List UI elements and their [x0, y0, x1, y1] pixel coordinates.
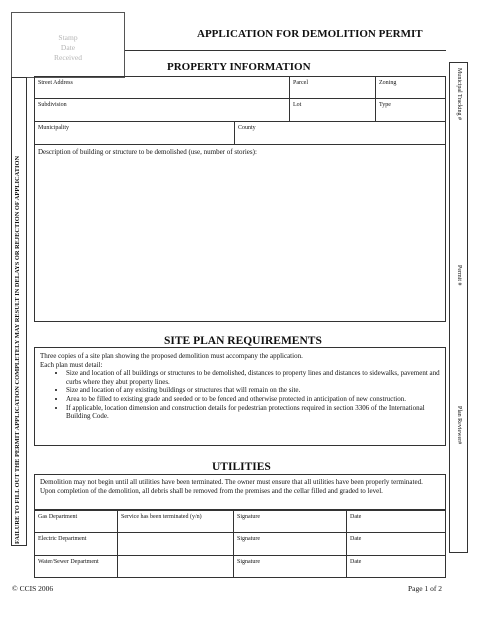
- subdivision-field[interactable]: [35, 99, 289, 121]
- parcel-field[interactable]: [289, 77, 375, 98]
- utilities-notice-text: Demolition may not begin until all utilities have been terminated. The owner must ensure that all utilities have been properly terminated. Upon completion of the demolition, all debris shall be removed from the premises and the cellar filled and graded to level.: [40, 478, 423, 495]
- office-use-column: [449, 62, 468, 553]
- service-terminated-label: Service has been terminated (y/n): [121, 514, 202, 520]
- street-address-field[interactable]: [35, 77, 289, 98]
- signature-field[interactable]: [233, 511, 346, 532]
- gas-department-field: [35, 511, 117, 532]
- municipality-label: Municipality: [38, 125, 69, 131]
- form-title: APPLICATION FOR DEMOLITION PERMIT: [197, 28, 423, 40]
- water-sewer-department-field: [35, 556, 117, 577]
- type-field[interactable]: [375, 99, 445, 121]
- requirement-item: • Size and location of any existing buildings or structures that will remain on the site.: [66, 386, 440, 395]
- requirement-item: • If applicable, location dimension and construction details for pedestrian protections required in section 3306 of the International Building Code.: [66, 404, 440, 421]
- lot-label: Lot: [293, 102, 302, 108]
- service-terminated-field[interactable]: [117, 511, 233, 532]
- requirement-item: • Area to be filled to existing grade and seeded or to be fenced and otherwise protected in anticipation of new construction.: [66, 395, 440, 404]
- signature-label: Signature: [237, 536, 260, 542]
- title-underline: [125, 50, 446, 51]
- site-plan-box: [34, 347, 446, 446]
- municipal-tracking-label: Municipal Tracking #: [456, 68, 462, 120]
- date-field[interactable]: [346, 556, 445, 577]
- date-label: Date: [60, 43, 76, 52]
- row-divider: [34, 144, 446, 145]
- site-plan-heading: SITE PLAN REQUIREMENTS: [164, 335, 322, 347]
- page-number: Page 1 of 2: [408, 584, 442, 593]
- parcel-label: Parcel: [293, 80, 308, 86]
- signature-label: Signature: [237, 514, 260, 520]
- site-plan-intro-detail: Each plan must detail:: [40, 360, 103, 369]
- property-info-heading: PROPERTY INFORMATION: [167, 61, 311, 73]
- permit-number-label: Permit #: [456, 265, 462, 286]
- department-label: Electric Department: [38, 536, 87, 542]
- date-field[interactable]: [346, 533, 445, 555]
- stamp-label: Stamp: [58, 33, 78, 42]
- incomplete-application-warning: FAILURE TO FILL OUT THE PERMIT APPLICATION COMPLETELY MAY RESULT IN DELAYS OR REJECTION OF APPLICATION: [14, 155, 21, 544]
- street-address-label: Street Address: [38, 80, 73, 86]
- zoning-label: Zoning: [379, 80, 397, 86]
- date-label: Date: [350, 536, 362, 542]
- plan-reviewer-label: Plan Reviewer#: [456, 406, 462, 445]
- county-field[interactable]: [234, 122, 445, 144]
- utilities-notice: [34, 474, 446, 510]
- zoning-field[interactable]: [375, 77, 445, 98]
- signature-field[interactable]: [233, 533, 346, 555]
- date-field[interactable]: [346, 511, 445, 532]
- service-terminated-field[interactable]: [117, 533, 233, 555]
- stamp-date-received-box: [11, 12, 125, 78]
- subdivision-label: Subdivision: [38, 102, 67, 108]
- department-label: Water/Sewer Department: [38, 559, 99, 565]
- type-label: Type: [379, 102, 391, 108]
- date-label: Date: [350, 514, 362, 520]
- received-label: Received: [54, 53, 82, 62]
- municipality-field[interactable]: [35, 122, 234, 144]
- description-label: Description of building or structure to be demolished (use, number of stories):: [38, 148, 257, 156]
- requirement-item: • Size and location of all buildings or structures to be demolished, distances to property lines and distances to sidewalks, pavement and curbs where they abut property lines.: [66, 369, 440, 386]
- service-terminated-field[interactable]: [117, 556, 233, 577]
- site-plan-requirements-list: [40, 369, 440, 421]
- copyright-text: © CCIS 2006: [12, 584, 54, 593]
- lot-field[interactable]: [289, 99, 375, 121]
- date-label: Date: [350, 559, 362, 565]
- county-label: County: [238, 125, 256, 131]
- description-field[interactable]: [38, 148, 438, 318]
- utilities-heading: UTILITIES: [212, 461, 271, 473]
- department-label: Gas Department: [38, 514, 78, 520]
- site-plan-intro: Three copies of a site plan showing the proposed demolition must accompany the application.: [40, 352, 303, 360]
- electric-department-field: [35, 533, 117, 555]
- signature-field[interactable]: [233, 556, 346, 577]
- signature-label: Signature: [237, 559, 260, 565]
